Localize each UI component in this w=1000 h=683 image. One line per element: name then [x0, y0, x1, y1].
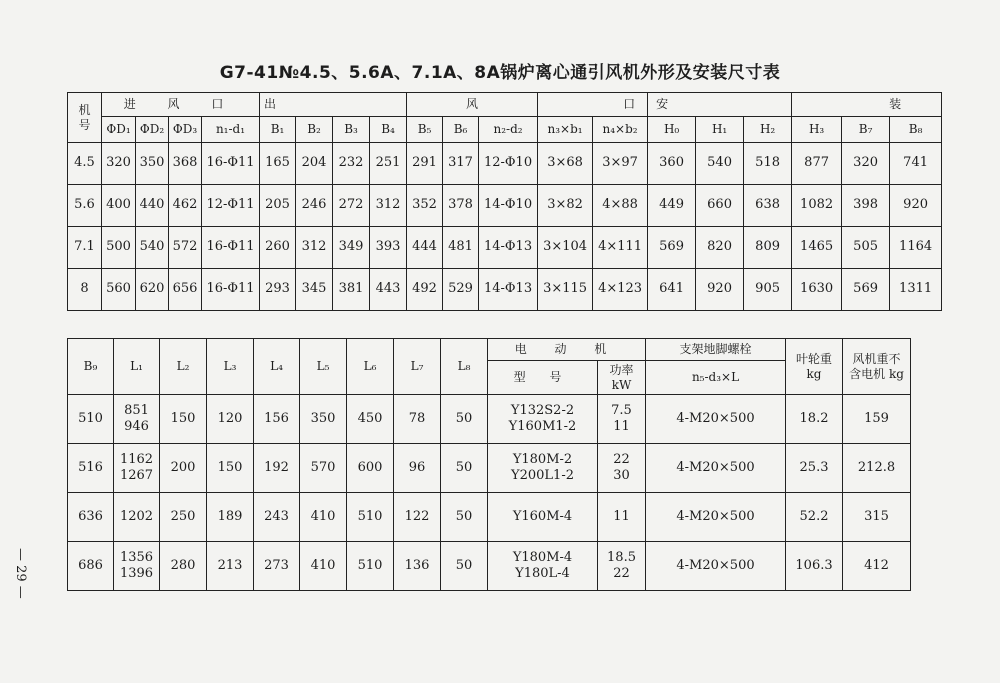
table1-col-header: B₂	[296, 117, 333, 143]
table-cell: 213	[207, 542, 254, 591]
col-l4-header: L₄	[254, 339, 300, 395]
cell-line: 22	[613, 451, 630, 467]
table-cell: 25.3	[786, 444, 843, 493]
page-number: — 29 —	[13, 548, 28, 599]
dimension-table-1	[67, 92, 942, 311]
outlet-group-header-right: 口	[538, 93, 648, 117]
table1-col-header: B₁	[260, 117, 296, 143]
table-cell: 440	[136, 185, 169, 227]
table-cell: 293	[260, 269, 296, 311]
table-cell: 920	[696, 269, 744, 311]
table-cell: 660	[696, 185, 744, 227]
table-cell: 5.6	[68, 185, 102, 227]
table-cell: 381	[333, 269, 370, 311]
table1-col-header: n₃×b₁	[538, 117, 593, 143]
cell-line: 7.5	[611, 402, 632, 418]
cell-line: 11	[613, 419, 630, 434]
col-l7-header: L₇	[394, 339, 441, 395]
table1-col-header: B₈	[890, 117, 942, 143]
table-cell: 444	[407, 227, 443, 269]
table-cell: 636	[68, 493, 114, 542]
table-cell: 14-Φ10	[479, 185, 538, 227]
table-cell: 122	[394, 493, 441, 542]
col-l1-header: L₁	[114, 339, 160, 395]
table-cell: 809	[744, 227, 792, 269]
cell-line: 22	[613, 566, 630, 581]
table-cell: 243	[254, 493, 300, 542]
table-cell: 500	[102, 227, 136, 269]
table-cell	[114, 493, 160, 542]
cell-line: Y160M1-2	[508, 419, 577, 434]
table-cell: 345	[296, 269, 333, 311]
table-row	[68, 227, 942, 269]
table-cell: 150	[207, 444, 254, 493]
table-cell: 120	[207, 395, 254, 444]
motor-model-header: 型 号	[488, 361, 598, 395]
table1-col-header: ΦD₂	[136, 117, 169, 143]
table-cell: 4×88	[593, 185, 648, 227]
table-cell: 820	[696, 227, 744, 269]
cell-line: 1356	[119, 549, 154, 565]
table-row	[68, 493, 911, 542]
table-cell	[598, 493, 646, 542]
table-cell	[114, 542, 160, 591]
table-cell: 572	[169, 227, 202, 269]
col-l3-header: L₃	[207, 339, 254, 395]
table1-col-header: H₂	[744, 117, 792, 143]
table-cell: 136	[394, 542, 441, 591]
table-cell: 600	[347, 444, 394, 493]
table-cell: 686	[68, 542, 114, 591]
table-cell: 378	[443, 185, 479, 227]
col-l5-header: L₅	[300, 339, 347, 395]
table1-col-header: H₃	[792, 117, 842, 143]
table-cell: 398	[842, 185, 890, 227]
outlet-group-header-left: 出	[260, 93, 407, 117]
table-cell: 8	[68, 269, 102, 311]
table-cell: 540	[696, 143, 744, 185]
table-cell: 212.8	[843, 444, 911, 493]
table-cell: 529	[443, 269, 479, 311]
install-group-header-left: 安	[648, 93, 792, 117]
table-cell: 510	[68, 395, 114, 444]
table1-col-header: n₄×b₂	[593, 117, 648, 143]
table-cell: 350	[300, 395, 347, 444]
table-cell: 1465	[792, 227, 842, 269]
table-cell: 320	[842, 143, 890, 185]
table-cell: 877	[792, 143, 842, 185]
table-cell: 350	[136, 143, 169, 185]
cell-line: Y180L-4	[515, 566, 570, 581]
table-cell: 3×97	[593, 143, 648, 185]
table-cell	[114, 444, 160, 493]
cell-line: 11	[613, 508, 630, 524]
col-l6-header: L₆	[347, 339, 394, 395]
table-cell: 4×111	[593, 227, 648, 269]
table-cell: 3×68	[538, 143, 593, 185]
table-cell: 462	[169, 185, 202, 227]
table-cell: 205	[260, 185, 296, 227]
table-cell: 18.2	[786, 395, 843, 444]
table1-col-header: B₇	[842, 117, 890, 143]
table-cell: 741	[890, 143, 942, 185]
table-cell: 50	[441, 444, 488, 493]
table-cell: 280	[160, 542, 207, 591]
table-cell: 4-M20×500	[646, 395, 786, 444]
cell-line: Y200L1-2	[511, 468, 574, 483]
table-cell: 16-Φ11	[202, 269, 260, 311]
table-cell: 16-Φ11	[202, 143, 260, 185]
table-cell: 443	[370, 269, 407, 311]
table-cell: 12-Φ10	[479, 143, 538, 185]
install-group-header-right: 装	[792, 93, 942, 117]
col-l2-header: L₂	[160, 339, 207, 395]
cell-line: 946	[124, 419, 149, 434]
table-cell: 492	[407, 269, 443, 311]
table-cell: 320	[102, 143, 136, 185]
table-cell	[598, 542, 646, 591]
col-machine-header: 机号	[68, 93, 102, 143]
table-cell: 641	[648, 269, 696, 311]
table1-col-header: B₆	[443, 117, 479, 143]
table-cell: 4.5	[68, 143, 102, 185]
table-cell: 450	[347, 395, 394, 444]
table-cell: 312	[296, 227, 333, 269]
table-cell: 620	[136, 269, 169, 311]
cell-line: 1396	[119, 566, 154, 581]
table-cell: 150	[160, 395, 207, 444]
table-cell	[488, 493, 598, 542]
cell-line: 851	[124, 402, 149, 418]
inlet-group-header: 进 风 口	[102, 93, 260, 117]
table-cell: 569	[648, 227, 696, 269]
col-b9-header: B₉	[68, 339, 114, 395]
table-cell: 291	[407, 143, 443, 185]
table-cell: 272	[333, 185, 370, 227]
table-cell: 638	[744, 185, 792, 227]
table-cell: 1311	[890, 269, 942, 311]
table-cell: 400	[102, 185, 136, 227]
table-cell: 516	[68, 444, 114, 493]
dimension-table-2	[67, 338, 911, 591]
bolt-sub-header: n₅-d₃×L	[646, 361, 786, 395]
table-cell: 14-Φ13	[479, 269, 538, 311]
table-row	[68, 143, 942, 185]
table-cell: 106.3	[786, 542, 843, 591]
table-cell	[488, 542, 598, 591]
table-cell: 16-Φ11	[202, 227, 260, 269]
table-cell: 50	[441, 542, 488, 591]
table-cell: 510	[347, 493, 394, 542]
table-cell: 352	[407, 185, 443, 227]
table1-col-header: ΦD₃	[169, 117, 202, 143]
table1-col-header: n₂-d₂	[479, 117, 538, 143]
cell-line: 1202	[119, 508, 154, 524]
table-cell: 159	[843, 395, 911, 444]
outlet-group-header-mid: 风	[407, 93, 538, 117]
table-cell: 250	[160, 493, 207, 542]
table-cell: 4-M20×500	[646, 444, 786, 493]
table-cell: 260	[260, 227, 296, 269]
table1-col-header: B₃	[333, 117, 370, 143]
bolt-group-header: 支架地脚螺栓	[646, 339, 786, 361]
table-cell: 412	[843, 542, 911, 591]
cell-line: 30	[613, 468, 630, 483]
table-cell: 232	[333, 143, 370, 185]
motor-group-header: 电 动 机	[488, 339, 646, 361]
table-cell: 273	[254, 542, 300, 591]
table-cell: 518	[744, 143, 792, 185]
table-row	[68, 269, 942, 311]
table-cell: 368	[169, 143, 202, 185]
table-cell	[488, 444, 598, 493]
table-cell: 315	[843, 493, 911, 542]
table1-col-header: B₅	[407, 117, 443, 143]
table-cell: 52.2	[786, 493, 843, 542]
table-cell: 570	[300, 444, 347, 493]
table-cell: 204	[296, 143, 333, 185]
table-cell: 560	[102, 269, 136, 311]
table-row	[68, 185, 942, 227]
table-cell	[114, 395, 160, 444]
table-cell: 96	[394, 444, 441, 493]
table-cell: 4-M20×500	[646, 542, 786, 591]
table-cell: 200	[160, 444, 207, 493]
table-cell: 192	[254, 444, 300, 493]
table-cell: 189	[207, 493, 254, 542]
table-cell: 165	[260, 143, 296, 185]
table-cell: 920	[890, 185, 942, 227]
table-cell: 12-Φ11	[202, 185, 260, 227]
cell-line: 18.5	[607, 549, 636, 565]
table-cell: 78	[394, 395, 441, 444]
col-l8-header: L₈	[441, 339, 488, 395]
table-cell: 569	[842, 269, 890, 311]
table-cell: 156	[254, 395, 300, 444]
cell-line: 1162	[119, 451, 154, 467]
table-cell: 3×82	[538, 185, 593, 227]
table1-col-header: n₁-d₁	[202, 117, 260, 143]
table-row	[68, 395, 911, 444]
table-cell: 7.1	[68, 227, 102, 269]
table-cell: 1164	[890, 227, 942, 269]
table-cell: 50	[441, 395, 488, 444]
table-cell: 410	[300, 542, 347, 591]
table-cell: 481	[443, 227, 479, 269]
table-cell: 349	[333, 227, 370, 269]
table-cell: 3×104	[538, 227, 593, 269]
motor-power-header: 功率 kW	[598, 361, 646, 395]
cell-line: Y132S2-2	[510, 402, 575, 418]
table-cell: 4-M20×500	[646, 493, 786, 542]
table-cell: 246	[296, 185, 333, 227]
table-cell: 410	[300, 493, 347, 542]
table-cell: 360	[648, 143, 696, 185]
cell-line: 1267	[119, 468, 154, 483]
table-cell: 14-Φ13	[479, 227, 538, 269]
cell-line: Y180M-4	[512, 549, 573, 565]
table-cell	[598, 444, 646, 493]
table-row	[68, 444, 911, 493]
table-cell: 50	[441, 493, 488, 542]
table-cell: 4×123	[593, 269, 648, 311]
cell-line: Y160M-4	[512, 508, 573, 524]
table-cell: 1630	[792, 269, 842, 311]
table-cell: 510	[347, 542, 394, 591]
table-cell: 251	[370, 143, 407, 185]
table-row	[68, 542, 911, 591]
table1-col-header: H₁	[696, 117, 744, 143]
table-cell: 656	[169, 269, 202, 311]
cell-line: Y180M-2	[512, 451, 573, 467]
table-cell: 393	[370, 227, 407, 269]
table1-col-header: ΦD₁	[102, 117, 136, 143]
table-cell: 505	[842, 227, 890, 269]
table-cell: 1082	[792, 185, 842, 227]
table-cell: 317	[443, 143, 479, 185]
table-cell: 905	[744, 269, 792, 311]
table-cell: 540	[136, 227, 169, 269]
fan-weight-header: 风机重不 含电机 kg	[843, 339, 911, 395]
table-cell: 312	[370, 185, 407, 227]
table1-col-header: H₀	[648, 117, 696, 143]
table-cell: 449	[648, 185, 696, 227]
table1-col-header: B₄	[370, 117, 407, 143]
table-cell	[598, 395, 646, 444]
table-cell: 3×115	[538, 269, 593, 311]
impeller-weight-header: 叶轮重 kg	[786, 339, 843, 395]
page-title: G7-41№4.5、5.6A、7.1A、8A锅炉离心通引风机外形及安装尺寸表	[219, 63, 781, 83]
table-cell	[488, 395, 598, 444]
